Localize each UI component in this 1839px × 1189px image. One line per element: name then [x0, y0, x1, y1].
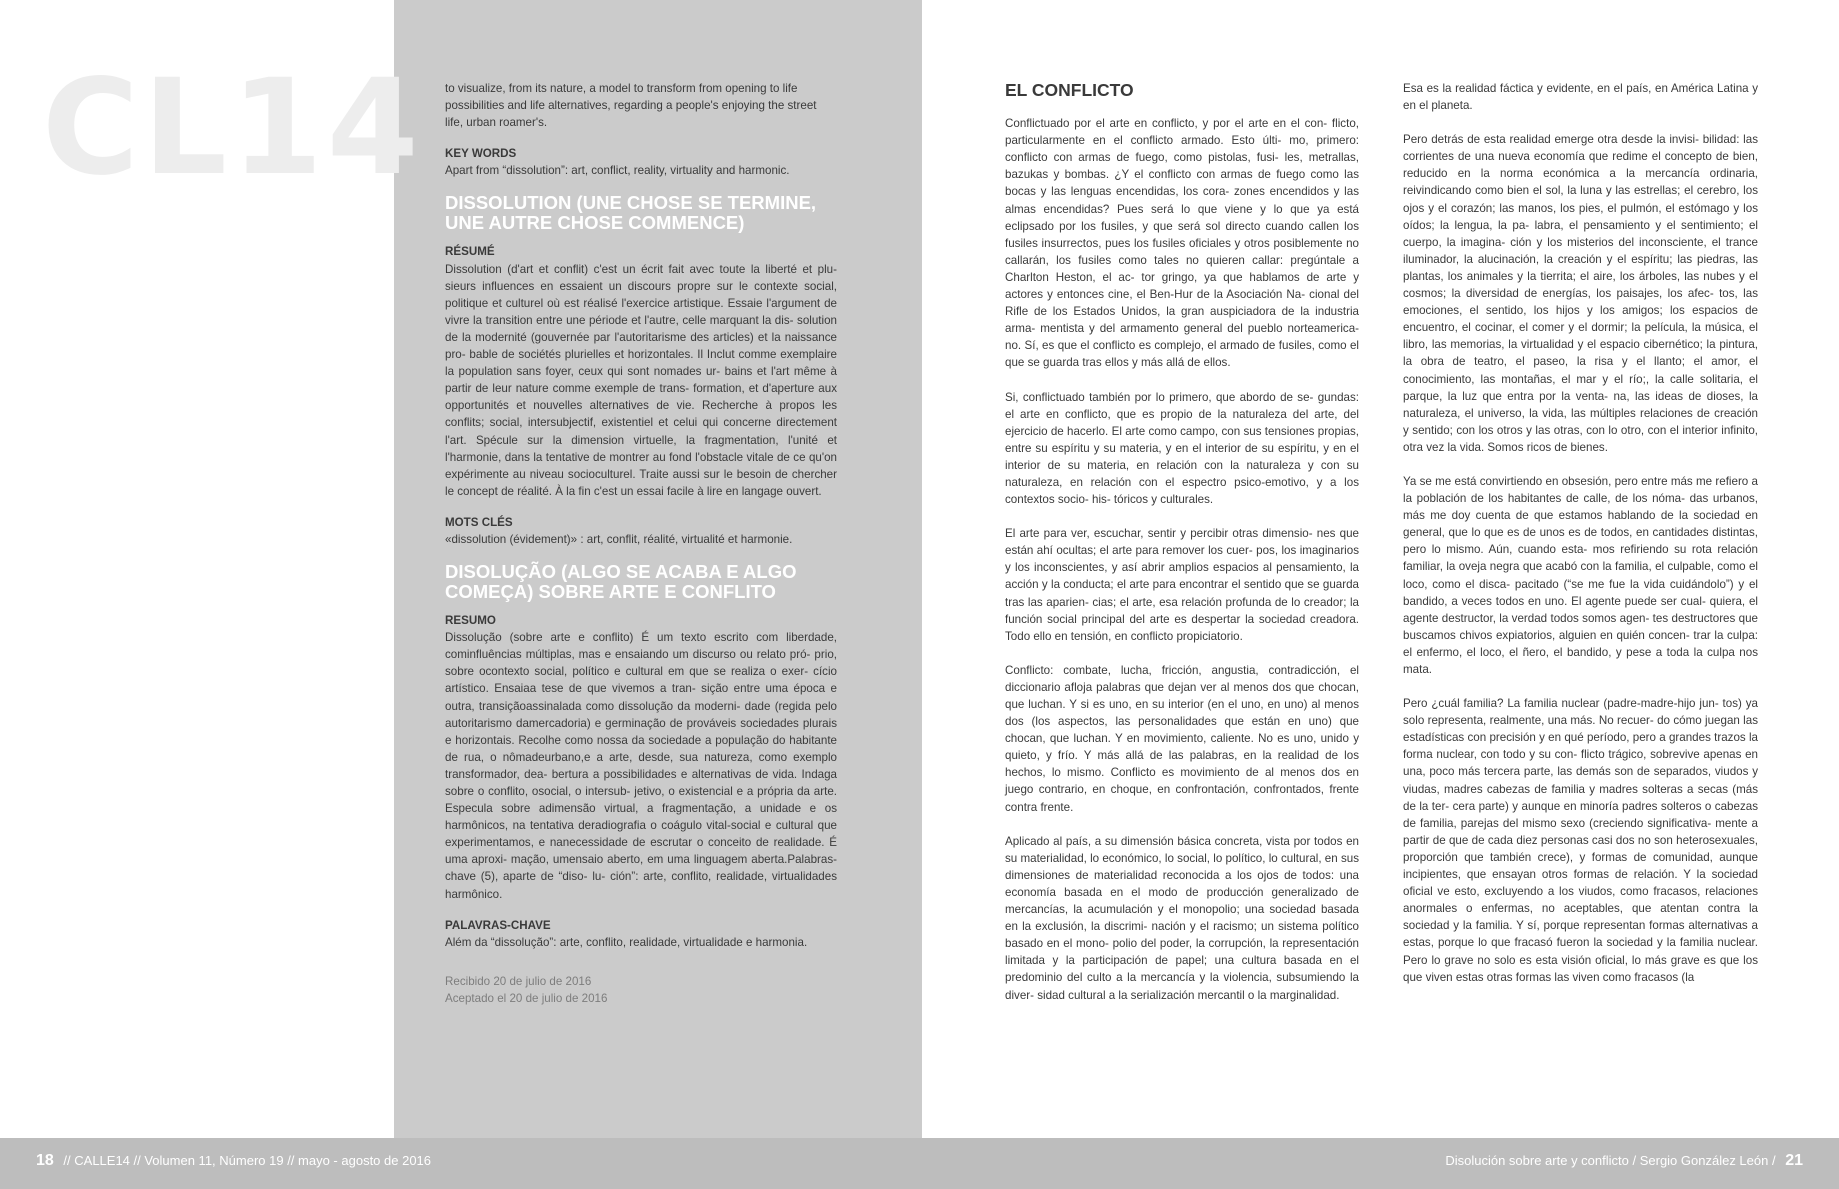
received-date: Recibido 20 de julio de 2016 [445, 974, 592, 988]
body-paragraph: Ya se me está convirtiendo en obsesión, pero entre más me refiero a la población de los habitantes de calle, de los nóma- das urbanos, más me doy cuenta de que estamos hablando de la sociedad en general, que lo que es de unos es de todos, en cantidades distintas, pero lo mismo. Aún, cuando esta- mos refiriendo su rota relación familiar, la oveja negra que acabó con la familia, el culpable, como el loco, como el disca- pacitado (“se me fue la vida cuidándolo”) y el bandido, a veces todos en uno. El agente puede ser cual- quiera, el agente destructor, la verdad todos somos agen- tes destructores que buscamos chivos expiatorios, alguien en quién concen- trar la culpa: el enfermo, el loco, el ñero, el bandido, y pese a toda la culpa nos mata. [1403, 474, 1758, 676]
keywords-text: Apart from “dissolution”: art, conflict, reality, virtuality and harmonic. [445, 164, 790, 178]
french-resume-text: Dissolution (d'art et conflit) c'est un écrit fait avec toute la liberté et plu- sieurs influences en essaient un discours propre sur le contexte social, politique et culturel où est réalisé l'exercice artistique. Essaie l'argument de vivre la transition entre une période et l'autre, celle marquant la dis- solution de la modernité (gouvernée par l'autoritarisme des articles) et la naissance pro- bable de sociétés plurielles et horizontales. Il Inclut comme exemplaire la population sans foyer, ceux qui sont nomades ur- bains et l'art même à partir de leur nature comme exemple de trans- formation, et d'aperture aux opportunités et nouvelles alternatives de vie. Recherche à propos les conflits; social, intersubjectif, existentiel et celui qui concerne directement l'art. Spécule sur la dimension virtuelle, la fragmentation, l'unité et l'harmonie, dans la tentative de montrer au fond l'obstacle vitale de ce qu'on expérimente au niveau socioculturel. Traite aussi sur le besoin de chercher le concept de réalité. À la fin c'est un essai facile à lire en langage ouvert. [445, 262, 837, 498]
abstracts-column [445, 80, 837, 1007]
body-column-2 [1403, 80, 1758, 1003]
portuguese-resumo-label: RESUMO [445, 614, 496, 628]
journal-watermark: CL14 [42, 51, 423, 205]
body-paragraph: El arte para ver, escuchar, sentir y percibir otras dimensio- nes que están ahí ocultas; el arte para remover los cuer- pos, los imaginarios y los inconscientes, y así abrir amplios espacios al pensamiento, la acción y la conducta; el arte para encontrar el sentido que se guarda tras las aparien- cias; el arte, esa relación profunda de lo creador; la función social principal del arte es despertar la sociedad creadora. Todo ello en tensión, en conflicto propiciatorio. [1005, 527, 1359, 643]
body-paragraph: Conflictuado por el arte en conflicto, y por el arte en el con- flicto, particularmente en el conflicto armado. Esto últi- mo, primero: conflicto con armas de fuego, como pistolas, fusi- les, metrallas, bazukas y bombas. ¿Y el conflicto con armas de fuego como las bocas y las lenguas encendidas, los cora- zones encendidos y las almas encendidas? Pues será lo que viene y lo que ya está eclipsado por los fusiles, y que será sol directo cuando callen los fusiles insurrectos, pues los fusiles oficiales y otros posiblemente no callarán, los fusiles como tales no quieren callar: pregúntale a Charlton Heston, el ac- tor gringo, ya que hablamos de arte y actores y entonces cine, el Ben-Hur de la Asociación Na- cional del Rifle de los Estados Unidos, la gran auspiciadora de la industria arma- mentista y del armamento general del pueblo norteamerica- no. Sí, es que el conflicto es complejo, el armado de fusiles, como el que se guarda tras ellos y más allá de ellos. [1005, 117, 1359, 370]
page-footer [0, 1138, 1839, 1189]
body-paragraph: Esa es la realidad fáctica y evidente, en el país, en América Latina y en el planeta. [1403, 82, 1758, 113]
section-title: EL CONFLICTO [1005, 80, 1134, 100]
footer-left [36, 1152, 431, 1170]
portuguese-title: DISOLUÇÃO (ALGO SE ACABA E ALGO COMEÇA) SOBRE ARTE E CONFLITO [445, 561, 797, 603]
portuguese-keywords-label: PALAVRAS-CHAVE [445, 918, 551, 932]
body-paragraph: Pero ¿cuál familia? La familia nuclear (padre-madre-hijo jun- tos) ya solo representa, realmente, una más. No recuer- do cómo juegan las estadísticas con precisión y en qué período, pero a grandes trazos la forma nuclear, con todo y su con- flicto trágico, sobrevive apenas en una, poco más tercera parte, las demás son de separados, viudos y viudas, madres cabezas de familia y madres solteras a secas (más de la ter- cera parte) y aunque en minoría padres solteros o cabezas de familia, parejas del mismo sexo (creciendo significativa- mente a partir de que de cada diez personas casi dos no son heterosexuales, proporción que también crece), y formas de comunidad, aunque incipientes, que ensayan otros formas de relación. Y la sociedad oficial ve esto, excluyendo a los viudos, como fracasos, relaciones anormales o enfermas, no aceptables, que atentan contra la sociedad y la familia. Y sí, porque representan formas alternativas a estas, porque lo que fracasó fueron la sociedad y la familia nuclear. Pero lo grave no solo es esta visión oficial, lo más grave es que los que viven estas otras formas las viven como fracasos (la [1403, 697, 1758, 984]
body-paragraph: Pero detrás de esta realidad emerge otra desde la invisi- bilidad: las corrientes de una nueva economía que redime el concepto de bien, reducido en la norma económica a la mercancía ordinaria, reivindicando como bien el sol, la luna y las estrellas; el cerebro, los ojos y el corazón; las manos, los pies, el pulmón, el estómago y los oídos; la lengua, la pa- labra, el pensamiento y el sentimiento; el cuerpo, la imagina- ción y los misterios del inconsciente, el trance iluminador, la alucinación, la creación y el espíritu; las piedras, las plantas, los animales y la tierrita; el aire, los árboles, las nubes y el cosmos; la diversidad de energías, los paisajes, los afec- tos, las emociones, el sentido, los hijos y los amigos; los espacios de encuentro, el cocinar, el comer y el dormir; la película, la música, el libro, las memorias, la virtualidad y el espacio cibernético; la pintura, la obra de teatro, el paseo, la risa y el llanto; el amor, el conocimiento, las montañas, el mar y el río;, la calle solitaria, el parque, la luz que entra por la venta- na, las ideas de dioses, la naturaleza, el universo, la vida, las múltiples relaciones de creación y sentido; con los otros y las otras, con lo otro, con el interior infinito, otra vez la vida. Somos ricos de bienes. [1403, 133, 1758, 454]
body-paragraph: Aplicado al país, a su dimensión básica concreta, vista por todos en su materialidad, lo económico, lo social, lo político, lo cultural, en sus dimensiones de materialidad reconocida a los ojos de todos: una economía basada en el modo de producción generalizado de mercancías, la acumulación y el monopolio; una sociedad basada en la exclusión, la discrimi- nación y el racismo; un sistema político basado en el mono- polio del poder, la corrupción, la representación limitada y la participación de papel; una cultura basada en el predominio del culto a la mercancía y la violencia, subsumiendo la diver- sidad cultural a la serialización mercantil o la marginalidad. [1005, 834, 1359, 1002]
english-abstract-end: to visualize, from its nature, a model to transform from opening to life possibilities and life alternatives, regarding a people's enjoying the street life, urban roamer's. [445, 82, 817, 130]
french-resume-label: RÉSUMÉ [445, 245, 495, 259]
body-column-1 [1005, 80, 1359, 1021]
body-paragraph: Si, conflictuado también por lo primero, que abordo de se- gundas: el arte en conflicto, que es propio de la naturaleza del arte, del ejercicio de hacerlo. El arte como campo, con sus tensiones propias, entre su espíritu y su materia, y en el interior de su espíritu, y en el interior de su materia, en relación con la naturaleza y con su naturaleza, en relación con el espectro psico-emotivo, y a los contextos socio- his- tóricos y culturales. [1005, 390, 1359, 507]
keywords-label: KEY WORDS [445, 147, 517, 161]
left-page-number: 18 [36, 1152, 54, 1169]
accepted-date: Aceptado el 20 de julio de 2016 [445, 991, 608, 1005]
footer-right [1445, 1152, 1803, 1170]
article-info: Disolución sobre arte y conflicto / Sergio González León / [1445, 1153, 1776, 1168]
french-title: DISSOLUTION (UNE CHOSE SE TERMINE, UNE AUTRE CHOSE COMMENCE) [445, 192, 817, 234]
right-page-number: 21 [1785, 1152, 1803, 1169]
french-keywords-label: MOTS CLÉS [445, 515, 513, 529]
portuguese-keywords-text: Além da “dissolução”: arte, conflito, realidade, virtualidade e harmonia. [445, 935, 808, 949]
french-keywords-text: «dissolution (évidement)» : art, conflit, réalité, virtualité et harmonie. [445, 532, 793, 546]
portuguese-resumo-text: Dissolução (sobre arte e conflito) É um texto escrito com liberdade, cominfluências múltiplas, mas e ensaiando um discurso ou relato pró- prio, sobre ocontexto social, político e cultural em que se realiza o exer- cício artístico. Ensaiaa tese de que vivemos a tran- sição entre uma época e outra, transiçãoassinalada como dissolução da moderni- dade (regida pelo autoritarismo damercadoria) e germinação de prováveis sociedades plurais e horizontais. Recolhe como nossa da sociedade a população do habitante de rua, o nômadeurbano,e a arte, desde, sua natureza, como exemplo transformador, dea- bertura a possibilidades e alternativas de vida. Indaga sobre o conflito, osocial, o intersub- jetivo, o existencial e a própria da arte. Especula sobre adimensão virtual, a fragmentação, a unidade e os harmônicos, na tentativa deradiografia o coágulo vital-social e cultural que experimentamos, e nanecessidade de escrutar o conceito de realidade. É uma aproxi- mação, umensaio aberto, em uma linguagem aberta.Palabras-chave (5), aparte de “diso- lu- ción”: arte, conflito, realidade, virtualidades harmônico. [445, 631, 837, 901]
body-paragraph: Conflicto: combate, lucha, fricción, angustia, contradicción, el diccionario afloja palabras que dejan ver al menos dos que chocan, que luchan. Y si es uno, en su interior (en el uno, en uno) al menos dos (los aspectos, las personalidades que están en uno) que chocan, que luchan. Y en movimiento, caliente. No es uno, unido y quieto, y frío. Y más allá de las palabras, en la realidad de los hechos, lo mismo. Conflicto es movimiento de al menos dos en juego contrario, en choque, en confrontación, confrontados, frente contra frente. [1005, 663, 1359, 814]
journal-info: // CALLE14 // Volumen 11, Número 19 // mayo - agosto de 2016 [63, 1153, 432, 1168]
